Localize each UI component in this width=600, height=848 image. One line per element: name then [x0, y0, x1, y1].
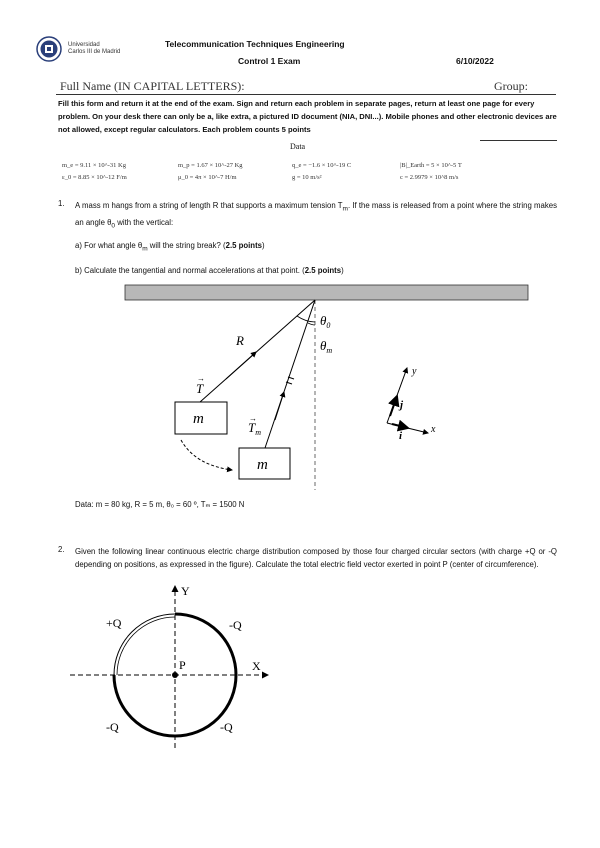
center-point — [172, 672, 178, 678]
ceiling — [125, 285, 528, 300]
arc-top-left — [114, 614, 175, 675]
problem2-statement: Given the following linear continuous electric charge distribution composed by those four charged circular sectors (with charge +Q or -Q depending on positions, as expressed in the figure). Calculate the total electric field vector exerted in point P (center of circumference). — [75, 547, 557, 569]
label-t-vector-arrow: → — [197, 374, 205, 383]
constant-b-earth: |B|_Earth = 5 × 10^-5 T — [400, 162, 462, 169]
unit-j-arrow — [390, 396, 397, 416]
problem1-part-b: b) Calculate the tangential and normal accelerations at that point. (2.5 points) — [75, 266, 344, 275]
angle-arc-thetam — [308, 323, 315, 325]
instructions-rule — [480, 140, 557, 141]
tension-arrow-tm — [275, 392, 284, 420]
constant-mu0: μ_0 = 4π × 10^-7 H/m — [178, 174, 237, 181]
problem1-data: Data: m = 80 kg, R = 5 m, θ₀ = 60 º, Tₘ = 1500 N — [75, 500, 245, 509]
label-axis-y: y — [412, 366, 417, 377]
header-rule — [56, 94, 556, 95]
constant-qe: q_e = −1.6 × 10^-19 C — [292, 162, 352, 169]
label-charge-top-left: +Q — [106, 616, 122, 630]
swing-path-arrow — [181, 440, 232, 470]
label-tm: $T_m$ — [248, 420, 262, 437]
university-logo — [36, 36, 62, 62]
problem1-statement: A mass m hangs from a string of length R that supports a maximum tension $T_m$. If the mass is released from a point where the string makes an angle $\theta_0$ with the vertical: — [75, 201, 557, 230]
tension-arrow-t — [226, 352, 256, 379]
label-center-p: P — [179, 658, 186, 672]
arc-top-left-inner — [117, 617, 175, 675]
label-axis-x: x — [431, 424, 436, 435]
exam-date: 6/10/2022 — [456, 56, 494, 66]
label-mass-2: m — [257, 457, 268, 473]
label-unit-i: i — [399, 430, 403, 442]
constant-mp: m_p = 1.67 × 10^-27 Kg — [178, 162, 243, 169]
angle-arc-theta0 — [297, 316, 315, 322]
label-charge-top-right: -Q — [229, 618, 242, 632]
label-mass-1: m — [193, 411, 204, 427]
constant-g: g = 10 m/s² — [292, 174, 322, 181]
university-name: Universidad Carlos III de Madrid — [68, 42, 121, 55]
arc-bottom-left — [114, 675, 175, 736]
constants-title: Data — [290, 142, 306, 151]
label-tm-vector-arrow: → — [249, 414, 257, 423]
charge-distribution-figure — [60, 580, 300, 760]
label-unit-j: j — [400, 399, 404, 411]
label-x-axis: X — [252, 659, 261, 673]
label-charge-bottom-left: -Q — [106, 720, 119, 734]
unit-i-arrow — [392, 424, 408, 428]
exam-title: Control 1 Exam — [238, 56, 301, 66]
label-t: T — [196, 381, 204, 396]
problem1-number: 1. — [58, 199, 65, 208]
label-thetam: $\theta_m$ — [320, 338, 333, 355]
constant-me: m_e = 9.11 × 10^-31 Kg — [62, 162, 126, 169]
label-charge-bottom-right: -Q — [220, 720, 233, 734]
group-label: Group: — [494, 79, 528, 93]
constant-c: c = 2.9979 × 10^8 m/s — [400, 174, 459, 181]
label-r: R — [236, 333, 244, 348]
full-name-label: Full Name (IN CAPITAL LETTERS): — [60, 79, 245, 93]
label-y-axis: Y — [181, 584, 190, 598]
problem2-number: 2. — [58, 545, 65, 554]
constant-e0: ε_0 = 8.85 × 10^-12 F/m — [62, 174, 127, 181]
pendulum-figure — [0, 280, 600, 490]
problem1-part-a: a) For what angle $\theta_m$ will the string break? (2.5 points) — [75, 241, 265, 253]
label-theta0: $\theta_0$ — [320, 313, 331, 330]
instructions: Fill this form and return it at the end of the exam. Sign and return each problem in separate pages, return at least one page for every problem. On your desk there can only be a, like extra, a pictured ID document (NIA, DNI...). Mobile phones and other electronic devices are not allowed, except regular calculators. Each problem counts 5 points — [58, 99, 557, 134]
course-title: Telecommunication Techniques Engineering — [165, 39, 345, 49]
